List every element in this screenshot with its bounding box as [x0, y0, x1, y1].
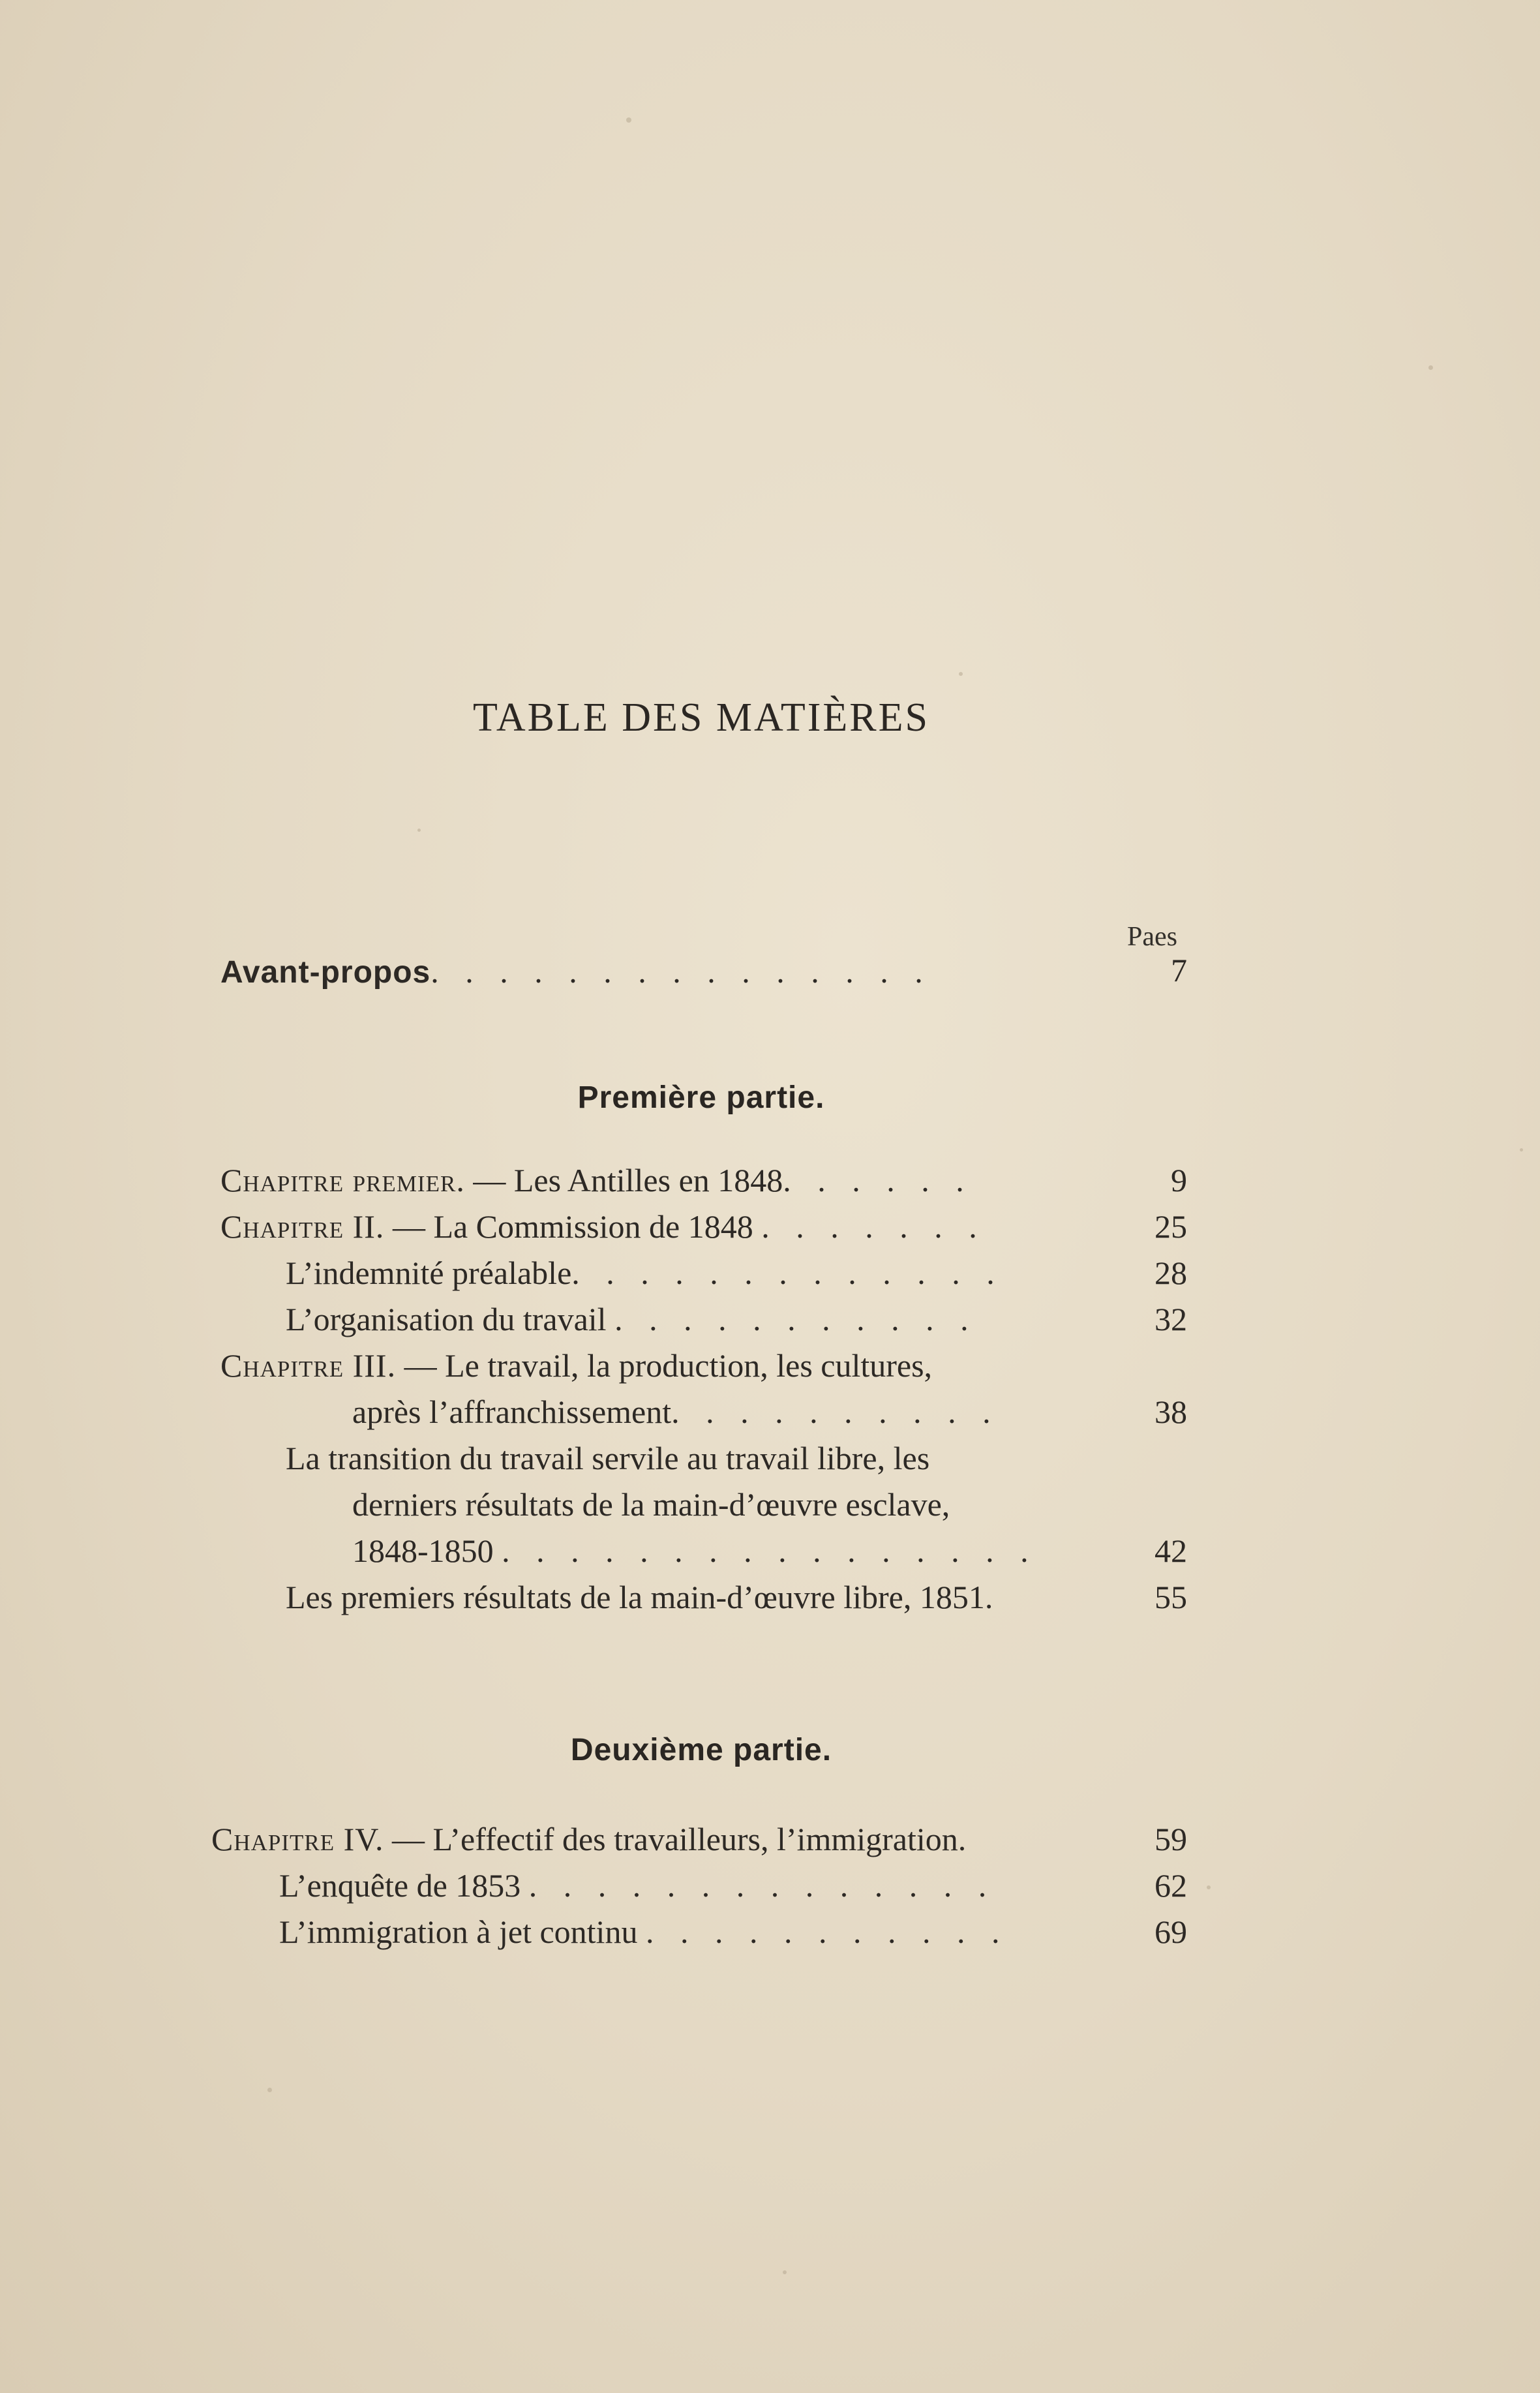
entry-title: — Les Antilles en 1848	[464, 1162, 783, 1198]
entry-title: 1848-1850	[352, 1532, 502, 1569]
leader-dots: . . . . . . . . . . . . . . . .	[502, 1532, 1038, 1569]
entry-title: La transition du travail servile au travail libre, les	[286, 1440, 930, 1476]
part-heading: Première partie.	[577, 1080, 825, 1115]
part-heading: Deuxième partie.	[570, 1733, 832, 1767]
leader-dots: . . . . . . . . . . .	[645, 1913, 1009, 1950]
chapter-label: Chapitre III.	[220, 1347, 397, 1384]
entry-title: — L’effectif des travailleurs, l’immigration.	[384, 1821, 967, 1857]
page-number: 32	[1155, 1301, 1187, 1337]
page-number: 28	[1155, 1255, 1187, 1291]
paper-speck	[1207, 1885, 1211, 1889]
paper-speck	[783, 2270, 787, 2274]
page-number: 69	[1155, 1913, 1187, 1950]
toc-entry-subsection[interactable]	[279, 1867, 995, 1904]
toc-entry-avant-propos[interactable]	[220, 953, 932, 990]
leader-dots: . . . . . . . . . . . . .	[571, 1255, 1004, 1291]
paper-speck	[1428, 365, 1433, 370]
chapter-label: Chapitre II.	[220, 1208, 385, 1245]
paper-speck	[626, 117, 631, 123]
toc-entry-continuation[interactable]	[352, 1486, 950, 1523]
entry-title: — La Commission de 1848	[384, 1208, 762, 1245]
page-number: 9	[1171, 1162, 1187, 1198]
page-number: 25	[1155, 1208, 1187, 1245]
paper-speck	[267, 2088, 272, 2092]
page-number: 42	[1155, 1532, 1187, 1569]
paper-speck	[959, 672, 963, 676]
toc-entry-subsection[interactable]	[286, 1439, 929, 1477]
entry-title: L’immigration à jet continu	[279, 1913, 646, 1950]
page-title: TABLE DES MATIÈRES	[472, 695, 930, 740]
entry-title: — Le travail, la production, les cultures,	[396, 1347, 933, 1384]
paper-speck	[1520, 1148, 1523, 1151]
entry-title: Avant-propos	[220, 955, 431, 990]
chapter-label: Chapitre premier.	[220, 1162, 465, 1198]
entry-title: après l’affranchissement	[352, 1394, 672, 1430]
leader-dots: . . . . . . . . . . . . . .	[528, 1867, 996, 1904]
toc-entry-continuation[interactable]	[352, 1532, 1038, 1570]
entry-title: L’organisation du travail	[286, 1301, 615, 1337]
toc-entry-chapter-3[interactable]	[220, 1347, 932, 1384]
entry-title: L’indemnité préalable	[286, 1255, 572, 1291]
toc-entry-subsection[interactable]	[286, 1578, 993, 1616]
page-number: 7	[1171, 952, 1187, 988]
toc-entry-subsection[interactable]	[286, 1254, 1004, 1292]
page-number: 62	[1155, 1867, 1187, 1904]
page-number: 38	[1155, 1394, 1187, 1430]
leader-dots: . . . . . . .	[761, 1208, 986, 1245]
pages-column-label: Paes	[1127, 922, 1177, 952]
toc-entry-chapter-2[interactable]	[220, 1208, 986, 1245]
leader-dots: . . . . . . . . . .	[671, 1394, 1000, 1430]
toc-entry-continuation[interactable]	[352, 1393, 1000, 1431]
chapter-label: Chapitre IV.	[211, 1821, 384, 1857]
toc-entry-subsection[interactable]	[279, 1913, 1008, 1951]
page-number: 55	[1155, 1579, 1187, 1615]
entry-title: Les premiers résultats de la main-d’œuvre libre, 1851.	[286, 1579, 993, 1615]
toc-entry-chapter-4[interactable]	[211, 1820, 966, 1858]
toc-entry-chapter-1[interactable]	[220, 1161, 973, 1199]
entry-title: L’enquête de 1853	[279, 1867, 529, 1904]
page-number: 59	[1155, 1821, 1187, 1857]
toc-entry-subsection[interactable]	[286, 1300, 978, 1338]
leader-dots: . . . . . . . . . . . . . . .	[430, 953, 932, 990]
paper-speck	[417, 829, 421, 832]
leader-dots: . . . . . .	[783, 1162, 973, 1198]
entry-title: derniers résultats de la main-d’œuvre esclave,	[352, 1486, 950, 1523]
leader-dots: . . . . . . . . . . .	[614, 1301, 978, 1337]
